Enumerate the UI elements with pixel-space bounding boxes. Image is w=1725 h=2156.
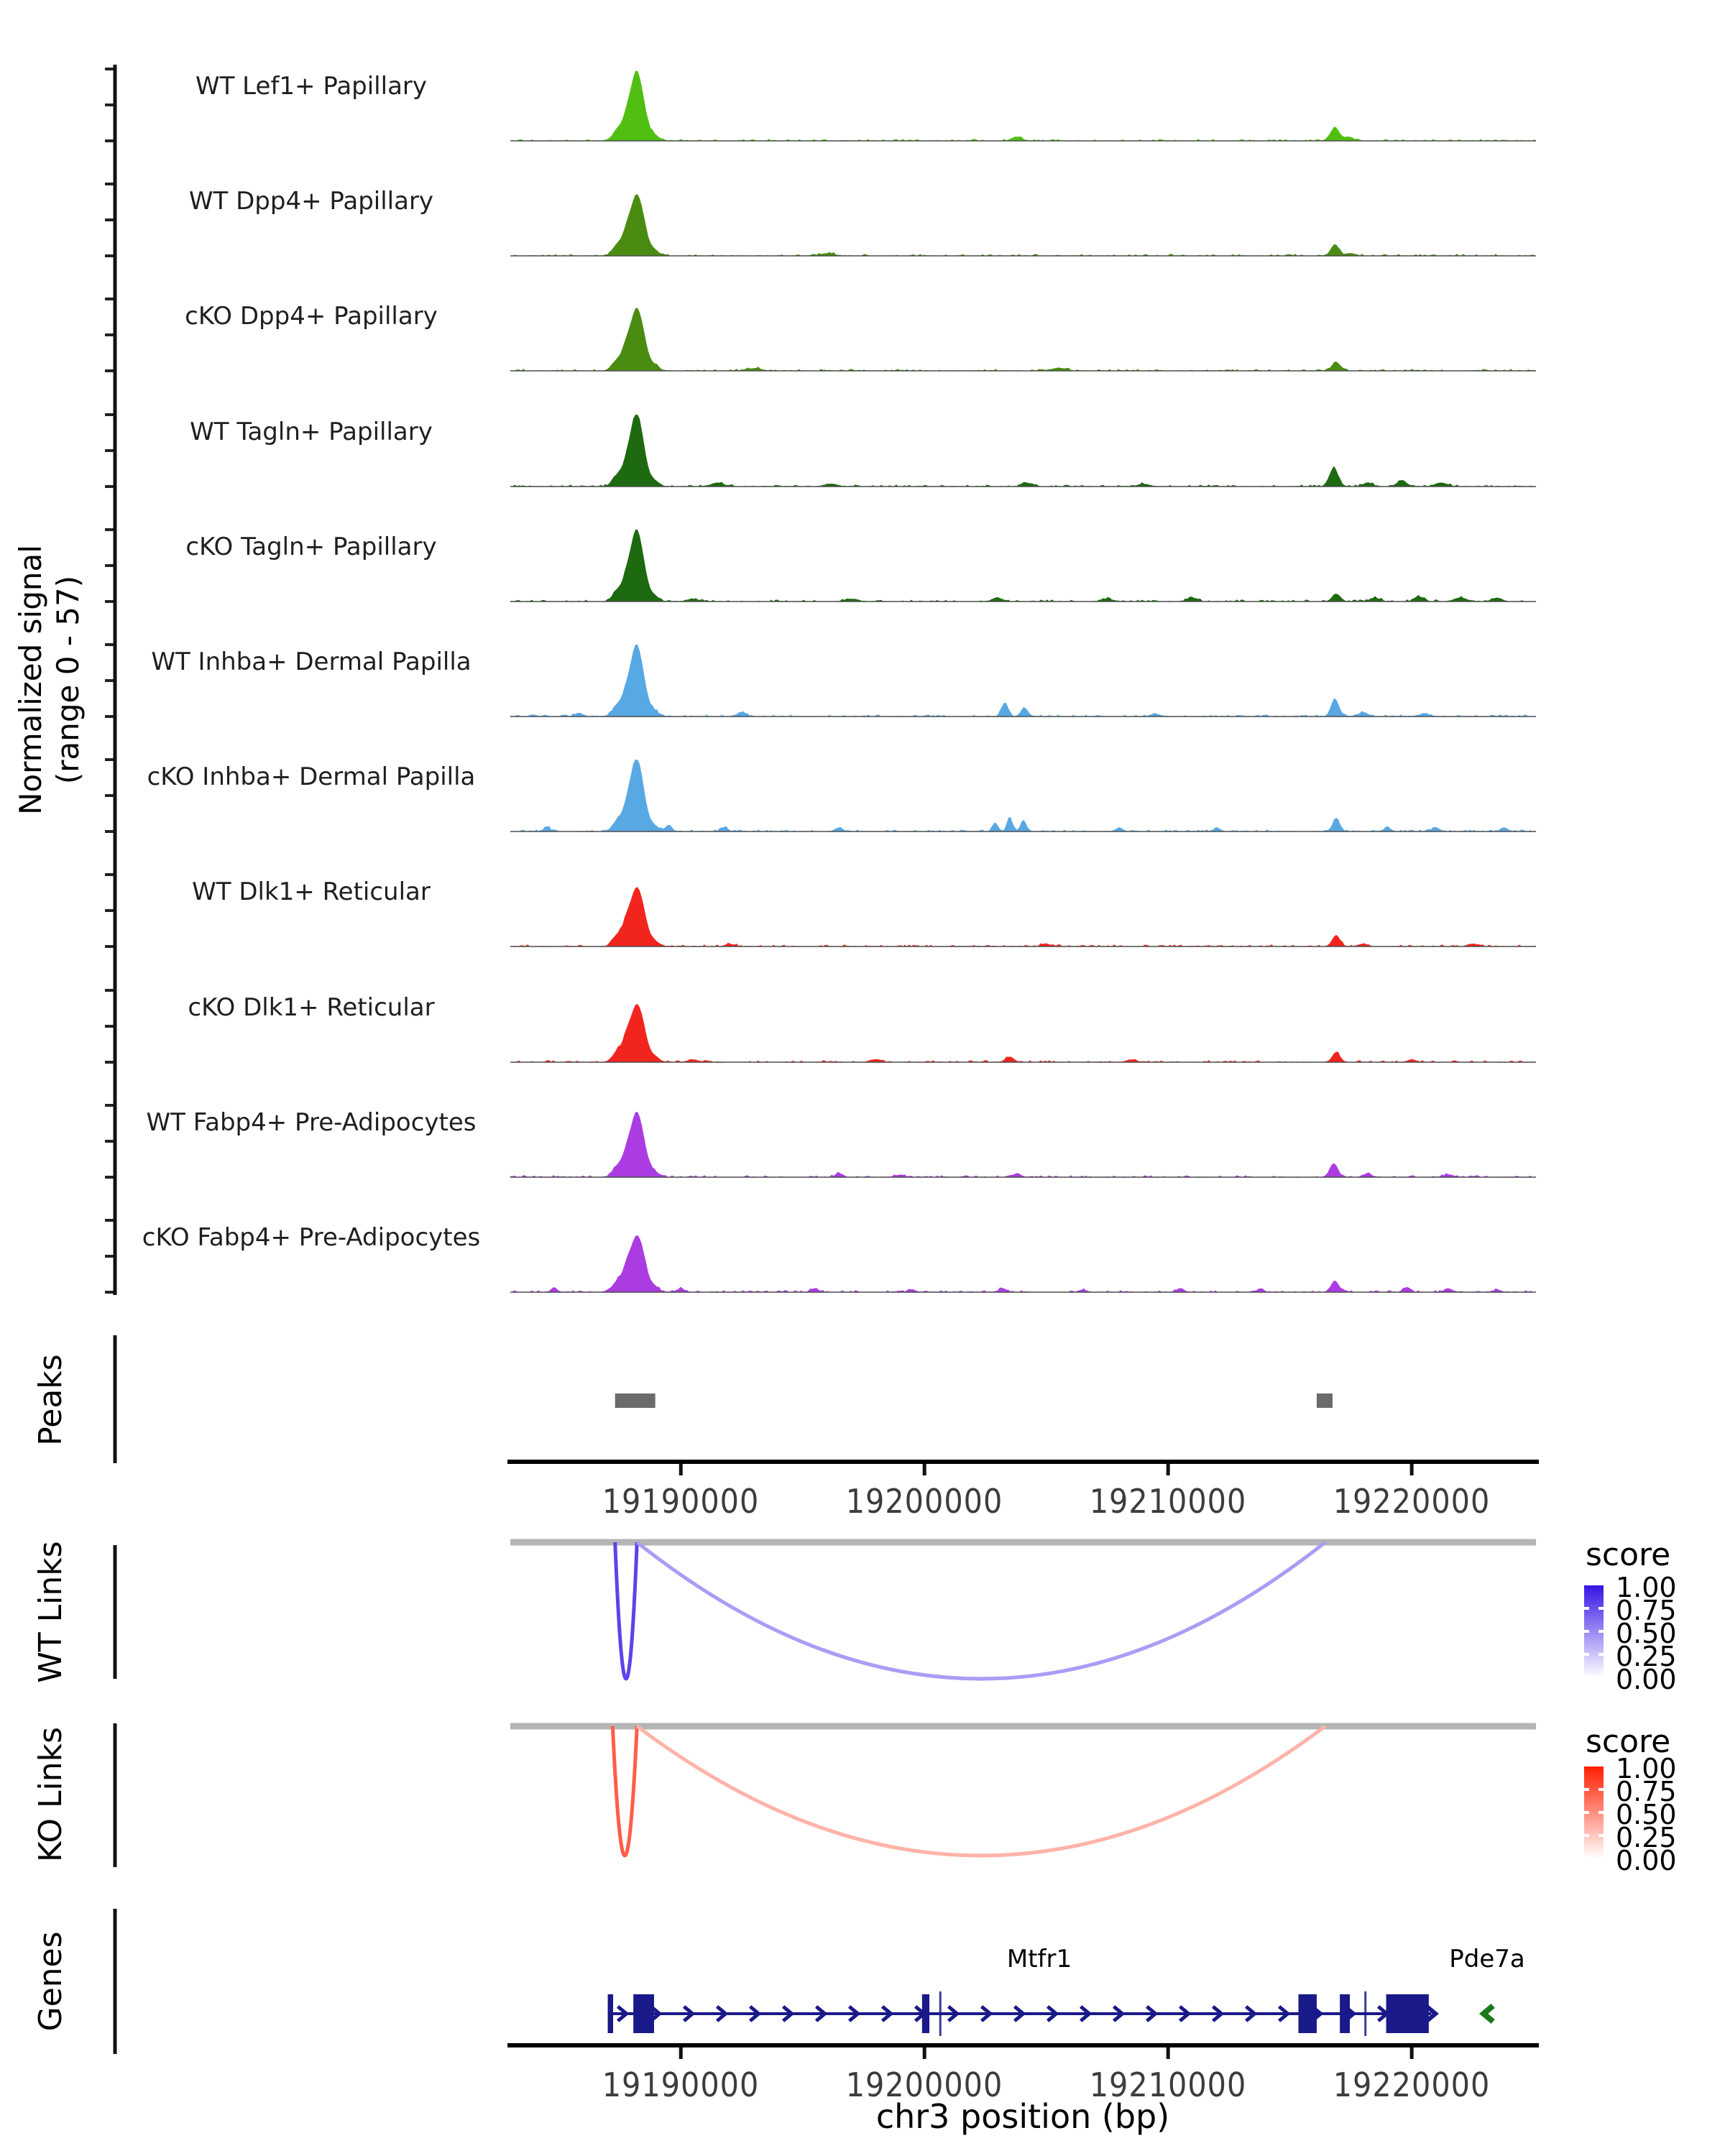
legend-bar-tick xyxy=(1598,1607,1604,1610)
track-label: WT Fabp4+ Pre-Adipocytes xyxy=(146,1108,477,1137)
link-arc xyxy=(637,1726,1325,1856)
peaks-track xyxy=(115,1335,1333,1463)
signal-area xyxy=(510,1112,1536,1177)
genes-section-label-text: Genes xyxy=(32,1931,69,2032)
genomic-axis-tick-label: 19220000 xyxy=(1333,1482,1491,1521)
wt-score-legend-title: score xyxy=(1586,1537,1671,1573)
peak-interval-box xyxy=(1317,1393,1333,1408)
gene-exon xyxy=(922,1994,929,2033)
track-label: cKO Dpp4+ Papillary xyxy=(185,302,438,331)
genomic-axis-tick-label: 19190000 xyxy=(602,2065,760,2104)
signal-axis-label xyxy=(12,249,91,1111)
legend-tick-label: 0.75 xyxy=(1616,1595,1677,1626)
track-label: cKO Inhba+ Dermal Papilla xyxy=(147,763,476,791)
legend-tick-label: 0.25 xyxy=(1616,1822,1677,1853)
genomic-axis-tick xyxy=(679,2047,683,2059)
links-panel xyxy=(115,1542,1536,1679)
genomic-axis-tick xyxy=(923,1464,926,1475)
legend-bar-tick xyxy=(1598,1811,1604,1814)
genomic-axis-tick-label: 19210000 xyxy=(1089,1482,1247,1521)
legend-bar-tick xyxy=(1584,1630,1589,1633)
genomic-axis-tick-label: 19200000 xyxy=(845,1482,1003,1521)
gene-exon xyxy=(633,1994,654,2033)
signal-area xyxy=(510,71,1536,141)
signal-area xyxy=(510,760,1536,831)
legend-bar-tick xyxy=(1584,1788,1589,1791)
genomic-axis-tick-label: 19190000 xyxy=(602,1482,760,1521)
signal-axis-label-line2: (range 0 - 57) xyxy=(50,575,86,785)
legend-bar-tick xyxy=(1598,1788,1604,1791)
legend-tick-label: 1.00 xyxy=(1616,1753,1677,1784)
signal-area xyxy=(510,1235,1536,1293)
genomic-axis-tick xyxy=(679,1464,683,1475)
track-label: cKO Fabp4+ Pre-Adipocytes xyxy=(142,1223,481,1252)
signal-area xyxy=(510,194,1536,256)
legend-tick-label: 0.50 xyxy=(1616,1799,1677,1830)
genomic-axis-tick-label: 19220000 xyxy=(1333,2065,1491,2104)
genomic-axis-tick xyxy=(1167,1464,1170,1475)
legend-tick-label: 1.00 xyxy=(1616,1572,1677,1603)
legend-bar-tick xyxy=(1598,1653,1604,1656)
signal-area xyxy=(510,1004,1536,1062)
genomic-axis-tick xyxy=(1167,2047,1170,2059)
gene-name-label: Mtfr1 xyxy=(1006,1945,1072,1973)
genomic-axis-tick-label: 19210000 xyxy=(1089,2065,1247,2104)
genomic-axis-tick xyxy=(923,2047,926,2059)
track-label: cKO Dlk1+ Reticular xyxy=(188,993,435,1022)
legend-bar-tick xyxy=(1584,1811,1589,1814)
x-axis-title: chr3 position (bp) xyxy=(875,2097,1170,2136)
signal-area xyxy=(510,530,1536,602)
genomic-axis xyxy=(507,2045,1539,2059)
legend-bar-tick xyxy=(1584,1607,1589,1610)
track-label: WT Tagln+ Papillary xyxy=(190,418,433,446)
signal-area xyxy=(510,887,1536,946)
ko-score-legend-title: score xyxy=(1586,1723,1671,1760)
gene-exon-thin xyxy=(939,1991,942,2036)
gene-exon xyxy=(608,1994,613,2033)
signal-axis-label-line1: Normalized signal xyxy=(13,545,48,815)
legend-bar-tick xyxy=(1584,1834,1589,1837)
track-label: WT Inhba+ Dermal Papilla xyxy=(151,648,472,676)
gene-exon xyxy=(1386,1994,1429,2033)
signal-area xyxy=(510,308,1536,371)
genomic-axis-tick xyxy=(1410,1464,1414,1475)
signal-area xyxy=(510,415,1536,487)
legend-bar-tick xyxy=(1598,1630,1604,1633)
gene-name-label: Pde7a xyxy=(1449,1945,1525,1973)
genomic-axis xyxy=(507,1462,1539,1475)
genomic-axis-tick-label: 19200000 xyxy=(845,2065,1003,2104)
track-label: WT Dlk1+ Reticular xyxy=(192,877,431,906)
legend-bar-tick xyxy=(1598,1834,1604,1837)
link-arc xyxy=(615,1542,638,1679)
link-arc xyxy=(612,1726,637,1856)
peak-interval-box xyxy=(615,1393,656,1408)
peaks-section-label-text: Peaks xyxy=(32,1354,69,1446)
links-panel xyxy=(115,1723,1536,1867)
gene-exon xyxy=(1299,1994,1317,2033)
track-label: cKO Tagln+ Papillary xyxy=(185,533,437,561)
legend-bar-tick xyxy=(1584,1653,1589,1656)
gene-exon-thin xyxy=(1364,1991,1366,2036)
gene-exon xyxy=(1340,1994,1350,2033)
wt-links-section-label-text: WT Links xyxy=(32,1541,69,1683)
link-arc xyxy=(637,1542,1325,1679)
legend-tick-label: 0.50 xyxy=(1616,1618,1677,1649)
legend-tick-label: 0.00 xyxy=(1616,1664,1677,1695)
ko-links-section-label-text: KO Links xyxy=(32,1726,69,1863)
track-label: WT Dpp4+ Papillary xyxy=(188,187,434,216)
legend-tick-label: 0.25 xyxy=(1616,1641,1677,1672)
signal-area xyxy=(510,645,1536,717)
track-label: WT Lef1+ Papillary xyxy=(195,72,428,101)
genomic-axis-tick xyxy=(1410,2047,1414,2059)
legend-tick-label: 0.00 xyxy=(1616,1845,1677,1876)
gene-direction-arrow xyxy=(1484,2006,1493,2022)
legend-tick-label: 0.75 xyxy=(1616,1776,1677,1807)
genes-section-label xyxy=(32,1766,71,2156)
genes-track xyxy=(115,1909,1493,2054)
